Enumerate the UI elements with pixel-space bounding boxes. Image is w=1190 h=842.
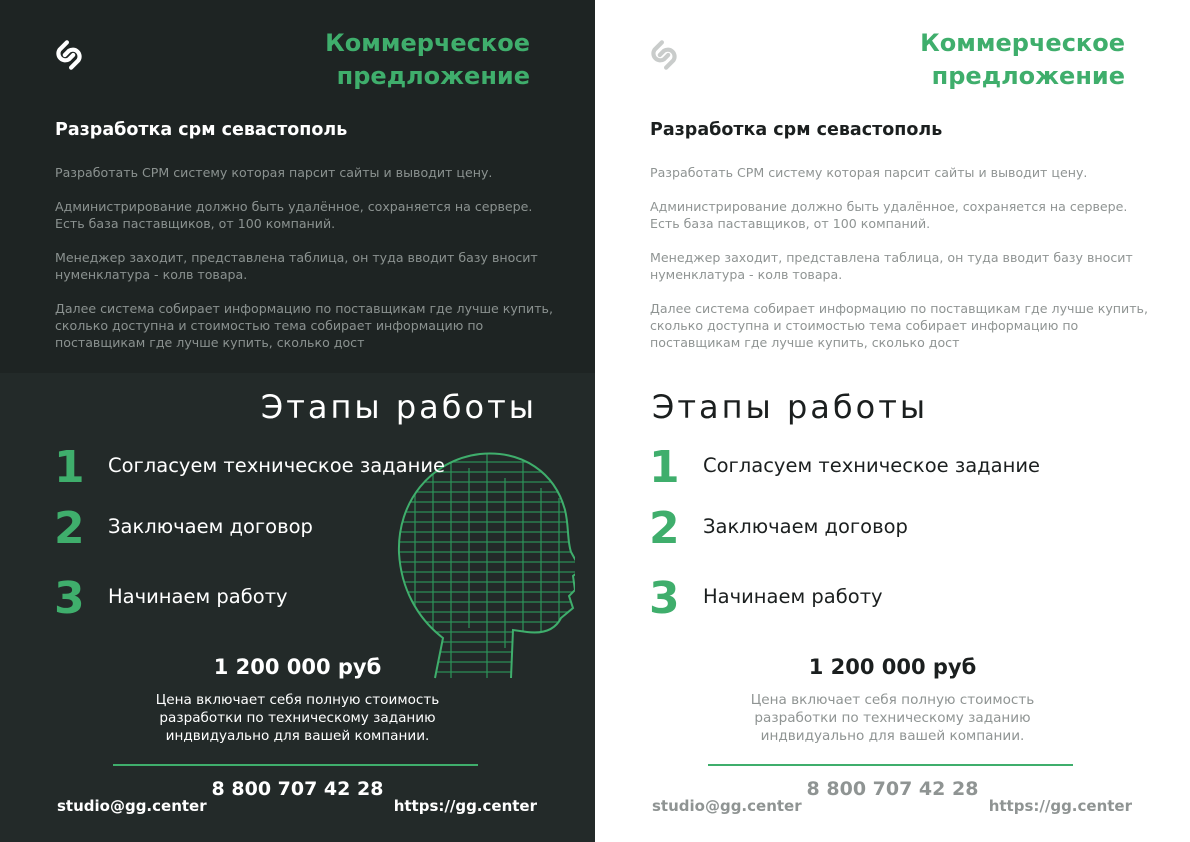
price: 1 200 000 руб [808, 655, 977, 679]
description-paragraph: Далее система собирает информацию по поставщикам где лучше купить, сколько доступна и стоимостью тема собирает информацию по поставщикам где лучше купить, сколько дост [650, 301, 1148, 350]
description-paragraph: Далее система собирает информацию по поставщикам где лучше купить, сколько доступна и стоимостью тема собирает информацию по поставщикам где лучше купить, сколько дост [55, 301, 553, 350]
stages-heading: Этапы работы [260, 388, 537, 426]
description-paragraph: Администрирование должно быть удалённое, сохраняется на сервере. Есть база паставщиков, от 100 компаний. [650, 199, 1128, 231]
offer-title-line-1: Коммерческое [325, 29, 530, 57]
price-note-line: Цена включает себя полную стоимость [750, 692, 1035, 708]
price-note [0, 691, 595, 745]
offer-title-line-2: предложение [931, 62, 1125, 90]
step-label: Начинаем работу [703, 585, 883, 608]
price-note-line: разработки по техническому заданию [754, 710, 1031, 726]
description-paragraph: Разработать СРМ систему которая парсит сайты и выводит цену. [55, 165, 493, 180]
email-link[interactable]: studio@gg.center [652, 797, 802, 815]
step-number: 2 [54, 503, 85, 554]
phone-number[interactable]: 8 800 707 42 28 [211, 778, 384, 800]
price-note-line: индвидуально для вашей компании. [165, 728, 430, 744]
project-description [650, 164, 1150, 368]
project-subtitle: Разработка срм севастополь [650, 120, 943, 140]
project-description [55, 164, 555, 368]
divider [708, 764, 1073, 766]
price: 1 200 000 руб [213, 655, 382, 679]
step-label: Заключаем договор [703, 515, 908, 538]
price-note-line: разработки по техническому заданию [159, 710, 436, 726]
chain-link-logo-icon [643, 34, 685, 76]
website-link[interactable]: https://gg.center [393, 797, 537, 815]
project-subtitle: Разработка срм севастополь [55, 120, 348, 140]
light-version-page [595, 0, 1190, 842]
email-link[interactable]: studio@gg.center [57, 797, 207, 815]
circuit-head-illustration-icon [395, 448, 575, 686]
offer-title-line-2: предложение [336, 62, 530, 90]
price-note-line: Цена включает себя полную стоимость [155, 692, 440, 708]
price-note [595, 691, 1190, 745]
phone-number[interactable]: 8 800 707 42 28 [806, 778, 979, 800]
step-number: 1 [54, 442, 85, 493]
chain-link-logo-icon [48, 34, 90, 76]
offer-title [920, 27, 1125, 93]
step-number: 3 [54, 573, 85, 624]
step-label: Согласуем техническое задание [703, 454, 1041, 477]
step-number: 2 [649, 503, 680, 554]
offer-title-line-1: Коммерческое [920, 29, 1125, 57]
stages-heading: Этапы работы [652, 388, 929, 426]
description-paragraph: Разработать СРМ систему которая парсит сайты и выводит цену. [650, 165, 1088, 180]
price-note-line: индвидуально для вашей компании. [760, 728, 1025, 744]
step-label: Согласуем техническое задание [108, 454, 446, 477]
offer-title [325, 27, 530, 93]
step-number: 3 [649, 573, 680, 624]
website-link[interactable]: https://gg.center [988, 797, 1132, 815]
description-paragraph: Менеджер заходит, представлена таблица, он туда вводит базу вносит нуменклатура - колв товара. [55, 250, 538, 282]
step-label: Заключаем договор [108, 515, 313, 538]
description-paragraph: Менеджер заходит, представлена таблица, он туда вводит базу вносит нуменклатура - колв товара. [650, 250, 1133, 282]
divider [113, 764, 478, 766]
step-label: Начинаем работу [108, 585, 288, 608]
description-paragraph: Администрирование должно быть удалённое, сохраняется на сервере. Есть база паставщиков, от 100 компаний. [55, 199, 533, 231]
step-number: 1 [649, 442, 680, 493]
